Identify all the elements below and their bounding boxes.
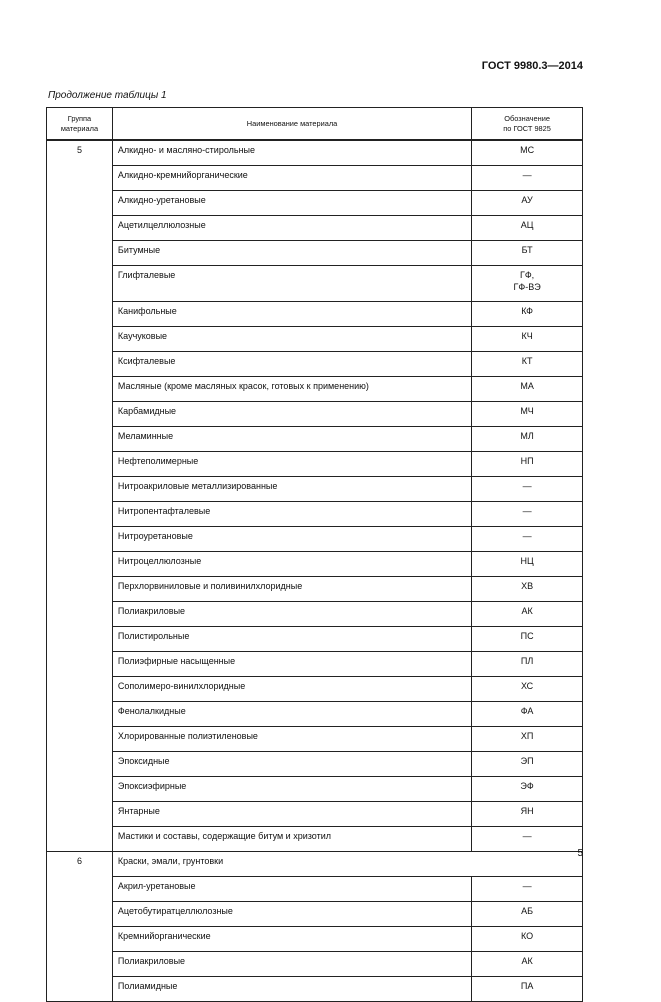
material-name: Ацетобутиратцеллюлозные	[112, 902, 471, 927]
material-code: АК	[472, 602, 583, 627]
material-name: Хлорированные полиэтиленовые	[112, 727, 471, 752]
group-cell	[47, 827, 113, 852]
material-code: МЧ	[472, 402, 583, 427]
material-code: БТ	[472, 241, 583, 266]
material-code: КЧ	[472, 327, 583, 352]
material-code: ЭФ	[472, 777, 583, 802]
material-code: ХП	[472, 727, 583, 752]
table-row	[47, 727, 583, 752]
table-header-row	[47, 108, 583, 141]
material-code: НП	[472, 452, 583, 477]
material-name: Канифольные	[112, 302, 471, 327]
page-number: 5	[577, 848, 583, 859]
material-name: Фенолалкидные	[112, 702, 471, 727]
material-name: Глифталевые	[112, 266, 471, 302]
materials-table	[46, 107, 583, 1002]
group-cell	[47, 402, 113, 427]
document-number: ГОСТ 9980.3—2014	[481, 60, 583, 72]
group-cell	[47, 677, 113, 702]
table-row	[47, 402, 583, 427]
material-code: АБ	[472, 902, 583, 927]
material-code: ГФ, ГФ-ВЭ	[472, 266, 583, 302]
material-name: Акрил-уретановые	[112, 877, 471, 902]
material-code: МЛ	[472, 427, 583, 452]
material-code: КТ	[472, 352, 583, 377]
material-code: АЦ	[472, 216, 583, 241]
table-body	[47, 140, 583, 1002]
material-code: КО	[472, 927, 583, 952]
table-row	[47, 777, 583, 802]
material-code: НЦ	[472, 552, 583, 577]
group-cell	[47, 702, 113, 727]
group-cell	[47, 977, 113, 1002]
table-row	[47, 377, 583, 402]
material-name: Карбамидные	[112, 402, 471, 427]
material-code: —	[472, 477, 583, 502]
material-code: ПЛ	[472, 652, 583, 677]
material-name: Битумные	[112, 241, 471, 266]
table-row	[47, 302, 583, 327]
material-name: Меламинные	[112, 427, 471, 452]
table-row	[47, 352, 583, 377]
group-subheading: Краски, эмали, грунтовки	[112, 852, 582, 877]
table-row	[47, 802, 583, 827]
table-row	[47, 702, 583, 727]
material-name: Кремнийорганические	[112, 927, 471, 952]
material-code: ПА	[472, 977, 583, 1002]
group-cell	[47, 452, 113, 477]
material-name: Нитроуретановые	[112, 527, 471, 552]
group-cell: 6	[47, 852, 113, 877]
material-code: —	[472, 877, 583, 902]
group-cell	[47, 527, 113, 552]
table-row	[47, 216, 583, 241]
material-code: КФ	[472, 302, 583, 327]
group-cell	[47, 602, 113, 627]
material-name: Алкидно-уретановые	[112, 191, 471, 216]
material-code: АК	[472, 952, 583, 977]
table-row	[47, 627, 583, 652]
table-row	[47, 140, 583, 166]
group-cell	[47, 752, 113, 777]
material-name: Полиэфирные насыщенные	[112, 652, 471, 677]
material-name: Полиакриловые	[112, 602, 471, 627]
table-row	[47, 527, 583, 552]
material-name: Перхлорвиниловые и поливинилхлоридные	[112, 577, 471, 602]
material-name: Нитроакриловые металлизированные	[112, 477, 471, 502]
material-name: Ксифталевые	[112, 352, 471, 377]
material-name: Каучуковые	[112, 327, 471, 352]
group-cell	[47, 427, 113, 452]
material-code: АУ	[472, 191, 583, 216]
table-row	[47, 552, 583, 577]
material-code: ХВ	[472, 577, 583, 602]
group-cell	[47, 902, 113, 927]
table-row	[47, 852, 583, 877]
table-row	[47, 977, 583, 1002]
table-row	[47, 477, 583, 502]
table-row	[47, 652, 583, 677]
group-cell	[47, 652, 113, 677]
table-row	[47, 877, 583, 902]
material-name: Полиамидные	[112, 977, 471, 1002]
material-name: Полиакриловые	[112, 952, 471, 977]
material-name: Мастики и составы, содержащие битум и хризотил	[112, 827, 471, 852]
group-cell	[47, 477, 113, 502]
group-cell	[47, 777, 113, 802]
material-name: Полистирольные	[112, 627, 471, 652]
table-row	[47, 677, 583, 702]
table-row	[47, 927, 583, 952]
group-cell	[47, 327, 113, 352]
group-cell	[47, 877, 113, 902]
table-row	[47, 266, 583, 302]
material-code: МА	[472, 377, 583, 402]
group-cell	[47, 266, 113, 302]
group-cell	[47, 802, 113, 827]
material-name: Алкидно-кремнийорганические	[112, 166, 471, 191]
table-row	[47, 241, 583, 266]
material-name: Сополимеро-винилхлоридные	[112, 677, 471, 702]
material-name: Алкидно- и масляно-стирольные	[112, 140, 471, 166]
group-cell	[47, 727, 113, 752]
group-cell	[47, 352, 113, 377]
group-cell	[47, 166, 113, 191]
table-row	[47, 327, 583, 352]
table-row	[47, 827, 583, 852]
material-code: —	[472, 502, 583, 527]
table-row	[47, 752, 583, 777]
material-code: ПС	[472, 627, 583, 652]
material-name: Ацетилцеллюлозные	[112, 216, 471, 241]
table-row	[47, 902, 583, 927]
group-cell: 5	[47, 140, 113, 166]
group-cell	[47, 927, 113, 952]
material-code: ФА	[472, 702, 583, 727]
group-cell	[47, 302, 113, 327]
table-row	[47, 191, 583, 216]
table-row	[47, 166, 583, 191]
group-cell	[47, 552, 113, 577]
group-cell	[47, 627, 113, 652]
group-cell	[47, 191, 113, 216]
material-code: —	[472, 827, 583, 852]
group-cell	[47, 502, 113, 527]
material-code: —	[472, 166, 583, 191]
table-row	[47, 452, 583, 477]
material-name: Нефтеполимерные	[112, 452, 471, 477]
group-cell	[47, 216, 113, 241]
material-code: ХС	[472, 677, 583, 702]
material-code: МС	[472, 140, 583, 166]
group-cell	[47, 241, 113, 266]
column-header-code: Обозначение по ГОСТ 9825	[472, 108, 583, 141]
table-row	[47, 602, 583, 627]
column-header-group: Группа материала	[47, 108, 113, 141]
table-row	[47, 952, 583, 977]
material-name: Янтарные	[112, 802, 471, 827]
column-header-name: Наименование материала	[112, 108, 471, 141]
material-code: ЭП	[472, 752, 583, 777]
material-name: Нитропентафталевые	[112, 502, 471, 527]
material-code: ЯН	[472, 802, 583, 827]
material-name: Нитроцеллюлозные	[112, 552, 471, 577]
table-row	[47, 502, 583, 527]
material-code: —	[472, 527, 583, 552]
material-name: Эпоксидные	[112, 752, 471, 777]
group-cell	[47, 377, 113, 402]
table-row	[47, 577, 583, 602]
material-name: Масляные (кроме масляных красок, готовых к применению)	[112, 377, 471, 402]
group-cell	[47, 577, 113, 602]
material-name: Эпоксиэфирные	[112, 777, 471, 802]
table-row	[47, 427, 583, 452]
table-caption: Продолжение таблицы 1	[48, 90, 167, 101]
group-cell	[47, 952, 113, 977]
